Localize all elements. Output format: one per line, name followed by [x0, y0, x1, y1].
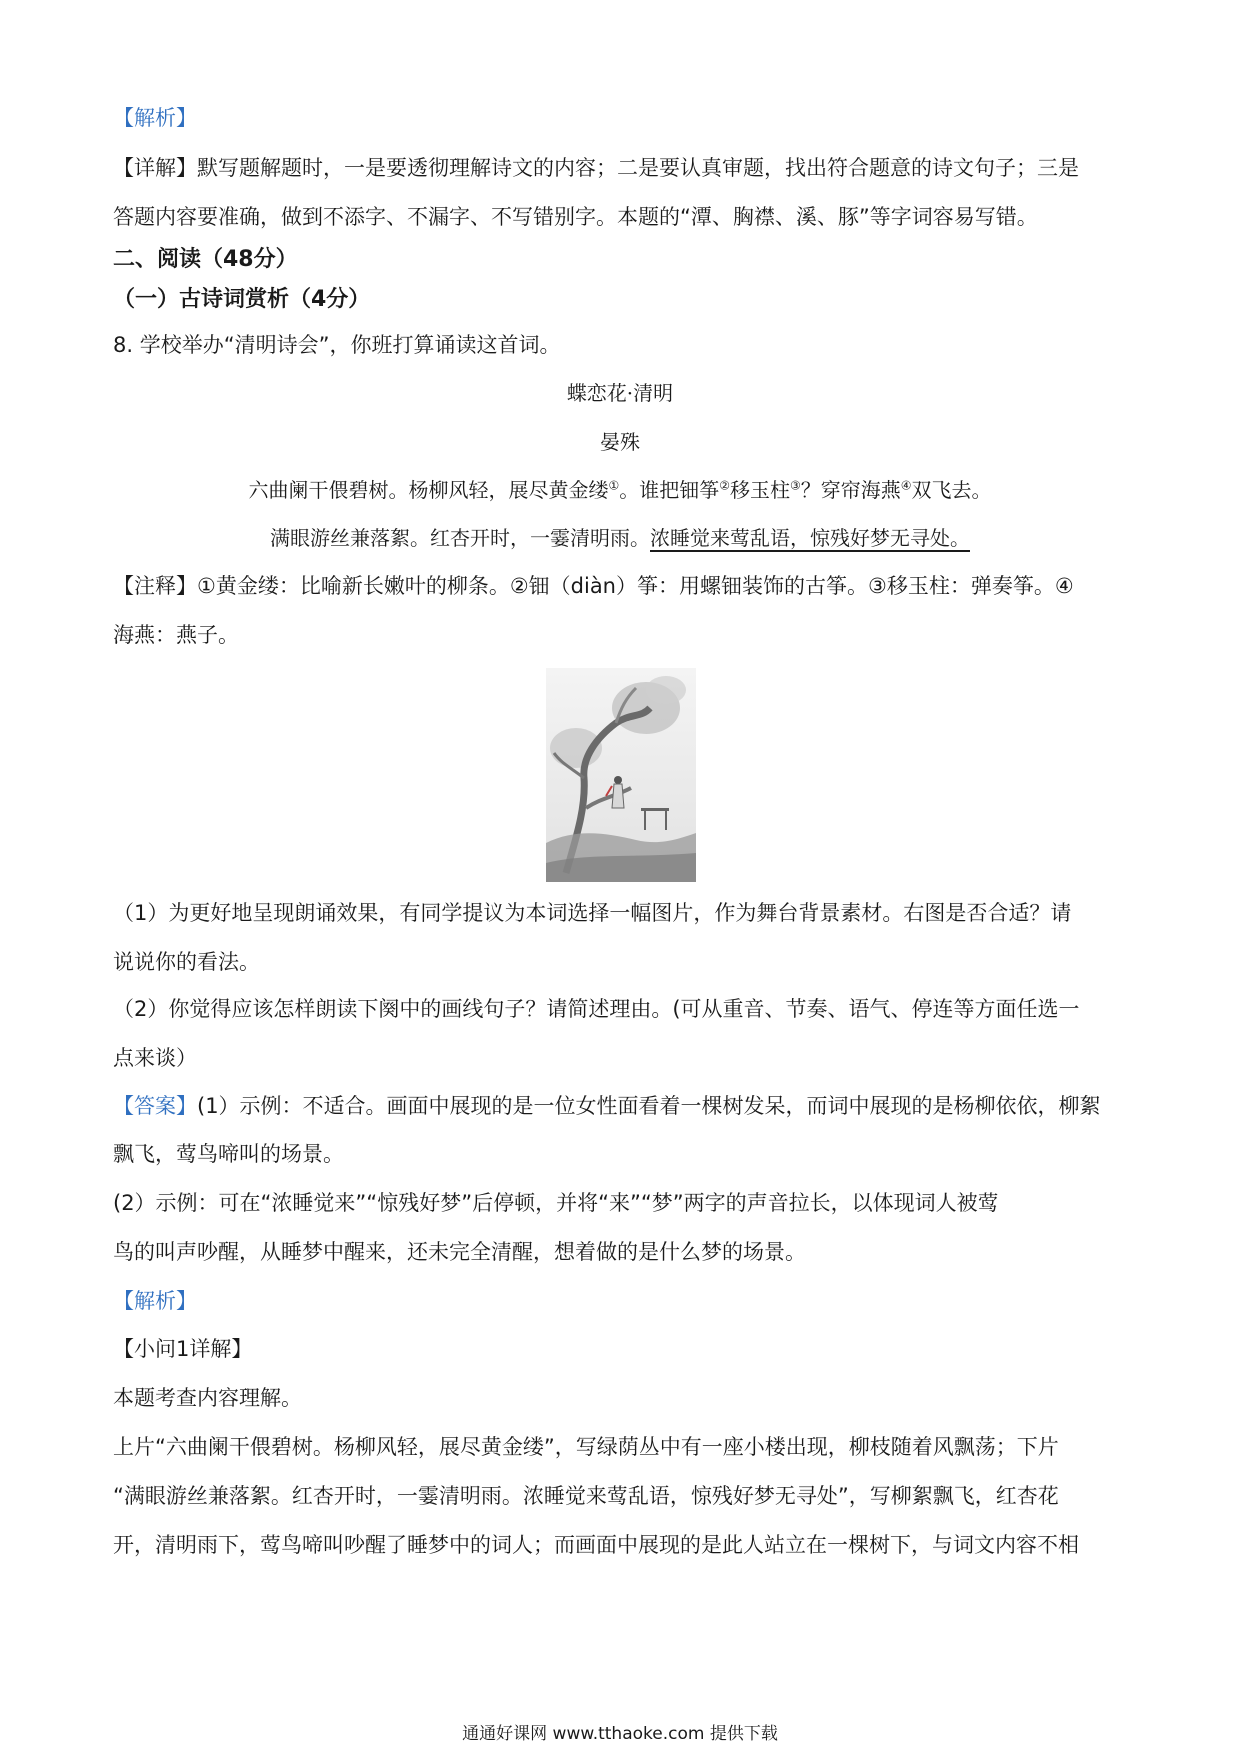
- answer-label: 【答案】: [113, 1094, 197, 1118]
- jiexi-label: 【解析】: [113, 106, 197, 130]
- poem-line-1-part-b: 。谁把钿筝: [619, 478, 720, 502]
- poem-line-1-part-e: 双飞去。: [911, 478, 992, 502]
- ink-painting-tree-figure-icon: [546, 668, 696, 882]
- poem-line-2: [0, 523, 1240, 553]
- poem-line-1: [0, 475, 1240, 505]
- question-8-prompt: 8. 学校举办“清明诗会”，你班打算诵读这首词。: [113, 333, 561, 357]
- analysis-paragraph-1: 本题考查内容理解。: [113, 1386, 302, 1410]
- reading-section-heading: 二、阅读（48分）: [113, 247, 298, 272]
- analysis-paragraph-2-line-2: “满眼游丝兼落絮。红杏开时，一霎清明雨。浓睡觉来莺乱语，惊残好梦无寻处”，写柳絮飘飞，红杏花: [113, 1484, 1059, 1508]
- question-2-line-2: 点来谈）: [113, 1046, 197, 1070]
- xiangjie-paragraph-line-2: 答题内容要准确，做到不添字、不漏字、不写错别字。本题的“潭、胸襟、溪、豚”等字词容易写错。: [113, 205, 1038, 229]
- analysis-paragraph-2-line-3: 开，清明雨下，莺鸟啼叫吵醒了睡梦中的词人；而画面中展现的是此人站立在一棵树下，与词文内容不相: [113, 1533, 1079, 1557]
- poem-line-1-part-c: 移玉柱: [730, 478, 790, 502]
- underlined-sentence: 浓睡觉来莺乱语，惊残好梦无寻处。: [650, 526, 970, 550]
- poem-line-1-part-a: 六曲阑干偎碧树。杨柳风轻，展尽黄金缕: [248, 478, 609, 502]
- poem-title: 蝶恋花·清明: [566, 381, 674, 405]
- answer-2-line-1: (2）示例：可在“浓睡觉来”“惊残好梦”后停顿，并将“来”“梦”两字的声音拉长，以体现词人被莺: [113, 1191, 999, 1215]
- xiangjie-paragraph-line-1: [113, 153, 1079, 183]
- xiangjie-label: 【详解】: [113, 156, 197, 180]
- analysis-paragraph-2-line-1: 上片“六曲阑干偎碧树。杨柳风轻，展尽黄金缕”，写绿荫丛中有一座小楼出现，柳枝随着风飘荡；下片: [113, 1435, 1059, 1459]
- xiangjie-text-1: 默写题解题时，一是要透彻理解诗文的内容；二是要认真审题，找出符合题意的诗文句子；三是: [197, 156, 1079, 180]
- answer-2-line-2: 鸟的叫声吵醒，从睡梦中醒来，还未完全清醒，想着做的是什么梦的场景。: [113, 1240, 806, 1264]
- question-1-line-1: （1）为更好地呈现朗诵效果，有同学提议为本词选择一幅图片，作为舞台背景素材。右图是否合适？请: [113, 901, 1072, 925]
- notes-line-2: 海燕：燕子。: [113, 623, 239, 647]
- note-marker-4: ④: [900, 478, 912, 493]
- poem-line-2-part-a: 满眼游丝兼落絮。红杏开时，一霎清明雨。: [270, 526, 650, 550]
- answer-1-text: (1）示例：不适合。画面中展现的是一位女性面看着一棵树发呆，而词中展现的是杨柳依依，柳絮: [197, 1094, 1101, 1118]
- poetry-subsection-heading: （一）古诗词赏析（4分）: [113, 287, 371, 312]
- sub-question-1-heading: 【小问1详解】: [113, 1337, 253, 1361]
- note-marker-3: ③: [790, 478, 801, 493]
- page-footer: 通通好课网 www.tthaoke.com 提供下载: [462, 1724, 778, 1744]
- answer-1-line-2: 飘飞，莺鸟啼叫的场景。: [113, 1142, 344, 1166]
- note-marker-1: ①: [608, 478, 620, 493]
- analysis-label: 【解析】: [113, 1289, 197, 1313]
- question-1-line-2: 说说你的看法。: [113, 950, 260, 974]
- note-marker-2: ②: [719, 478, 730, 493]
- question-2-line-1: （2）你觉得应该怎样朗读下阕中的画线句子？请简述理由。(可从重音、节奏、语气、停连等方面任选一: [113, 997, 1080, 1021]
- answer-1-line-1: [113, 1091, 1101, 1121]
- poem-line-1-part-d: ？穿帘海燕: [800, 478, 901, 502]
- poem-author: 晏殊: [600, 430, 640, 454]
- notes-line-1: 【注释】①黄金缕：比喻新长嫩叶的柳条。②钿（diàn）筝：用螺钿装饰的古筝。③移玉柱：弹奏筝。④: [113, 574, 1074, 598]
